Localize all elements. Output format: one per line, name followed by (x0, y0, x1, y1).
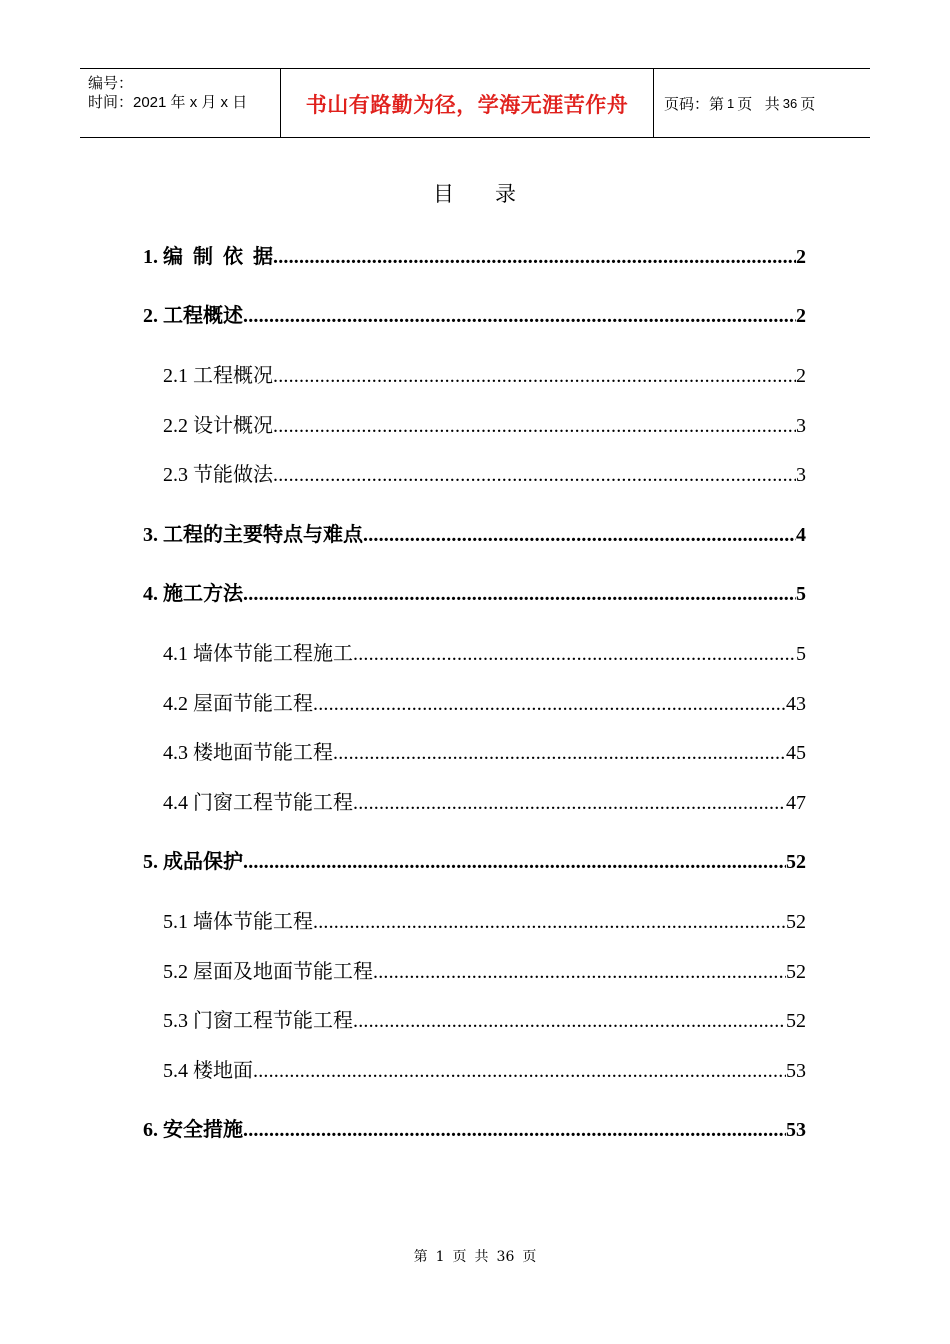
header-page-prefix: 页码：第 (664, 95, 725, 113)
toc-entry-page: 45 (786, 742, 806, 764)
toc-entry-label: 2. 工程概述 (143, 305, 243, 327)
toc-entry[interactable] (163, 409, 806, 438)
toc-leader-dots (273, 415, 796, 438)
toc-entry[interactable] (163, 1054, 806, 1083)
toc-entry-label: 2.3 节能做法 (163, 464, 273, 486)
toc-leader-dots (243, 583, 796, 606)
toc-entry-page: 3 (796, 464, 806, 486)
toc-entry-label: 1. 编 制 依 据 (143, 246, 273, 268)
toc-entry[interactable] (143, 577, 806, 606)
toc-title (0, 178, 950, 208)
toc-entry-page: 53 (786, 1119, 806, 1141)
toc-leader-dots (273, 365, 796, 388)
toc-entry-page: 53 (786, 1060, 806, 1082)
toc-leader-dots (243, 1119, 786, 1142)
toc-entry-label: 5. 成品保护 (143, 851, 243, 873)
header-page-suffix: 页 (800, 95, 816, 113)
toc-leader-dots (363, 524, 796, 547)
toc-entry-page: 2 (796, 246, 806, 268)
toc-entry-page: 43 (786, 693, 806, 715)
toc-entry-label: 2.1 工程概况 (163, 365, 273, 387)
toc-title-char-2: 录 (495, 182, 517, 206)
header-page-current: 1 (727, 95, 735, 111)
toc-entry-page: 5 (796, 583, 806, 605)
toc-entry-label: 5.4 楼地面 (163, 1060, 253, 1082)
toc-leader-dots (273, 464, 796, 487)
toc-entry-page: 2 (796, 305, 806, 327)
toc-entry[interactable] (143, 518, 806, 547)
toc-entry-page: 52 (786, 961, 806, 983)
toc-entry[interactable] (163, 687, 806, 716)
toc-entry[interactable] (163, 955, 806, 984)
toc-entry-page: 3 (796, 415, 806, 437)
footer-word: 共 (474, 1249, 489, 1265)
toc-entry-label: 2.2 设计概况 (163, 415, 273, 437)
toc-leader-dots (273, 246, 796, 269)
toc-leader-dots (243, 851, 786, 874)
toc-leader-dots (353, 792, 786, 815)
toc-leader-dots (333, 742, 786, 765)
toc-entry-label: 3. 工程的主要特点与难点 (143, 524, 363, 546)
toc-entry-label: 4.2 屋面节能工程 (163, 693, 313, 715)
toc-entry-label: 4.3 楼地面节能工程 (163, 742, 333, 764)
toc-leader-dots (353, 643, 796, 666)
toc-entry-page: 52 (786, 1010, 806, 1032)
footer-word: 第 (413, 1249, 428, 1265)
toc-leader-dots (243, 305, 796, 328)
toc-entry-label: 5.1 墙体节能工程 (163, 911, 313, 933)
toc-entry[interactable] (143, 299, 806, 328)
footer-page-current: 1 (435, 1249, 445, 1265)
toc-entry-page: 52 (786, 911, 806, 933)
toc-entry-label: 5.3 门窗工程节能工程 (163, 1010, 353, 1032)
toc-leader-dots (353, 1010, 786, 1033)
footer-word: 页 (452, 1249, 467, 1265)
toc-leader-dots (373, 961, 786, 984)
toc-entry-label: 4.1 墙体节能工程施工 (163, 643, 353, 665)
toc-title-char-1: 目 (433, 182, 455, 206)
toc-entry[interactable] (163, 458, 806, 487)
header-meta-cell (80, 69, 281, 137)
page-footer (0, 1246, 950, 1266)
toc-entry-page: 47 (786, 792, 806, 814)
toc-leader-dots (313, 911, 786, 934)
toc-entry-page: 5 (796, 643, 806, 665)
toc-entry[interactable] (163, 736, 806, 765)
toc-entry[interactable] (143, 1113, 806, 1142)
toc-entry[interactable] (143, 240, 806, 269)
footer-page-total: 36 (496, 1249, 515, 1265)
toc-entry[interactable] (163, 1004, 806, 1033)
toc-entry[interactable] (163, 359, 806, 388)
header-page-mid: 页 共 (737, 95, 780, 113)
toc-entry-page: 4 (796, 524, 806, 546)
toc-entry[interactable] (143, 845, 806, 874)
document-time-label: 时间：2021 年 x 月 x 日 (88, 94, 248, 111)
footer-word: 页 (522, 1249, 537, 1265)
header-page-cell (654, 69, 870, 137)
toc-entry[interactable] (163, 786, 806, 815)
toc-entry-label: 6. 安全措施 (143, 1119, 243, 1141)
toc-entry[interactable] (163, 905, 806, 934)
toc-leader-dots (253, 1060, 786, 1083)
toc-entry[interactable] (163, 637, 806, 666)
toc-entry-label: 5.2 屋面及地面节能工程 (163, 961, 373, 983)
header-motto: 书山有路勤为径，学海无涯苦作舟 (305, 93, 629, 117)
toc-entry-page: 2 (796, 365, 806, 387)
toc-entry-label: 4. 施工方法 (143, 583, 243, 605)
toc-leader-dots (313, 693, 786, 716)
toc-entry-label: 4.4 门窗工程节能工程 (163, 792, 353, 814)
header-page-total: 36 (782, 95, 798, 111)
page-header (80, 68, 870, 138)
header-motto-cell (281, 69, 654, 137)
document-number-label: 编号： (88, 75, 134, 92)
toc-entry-page: 52 (786, 851, 806, 873)
